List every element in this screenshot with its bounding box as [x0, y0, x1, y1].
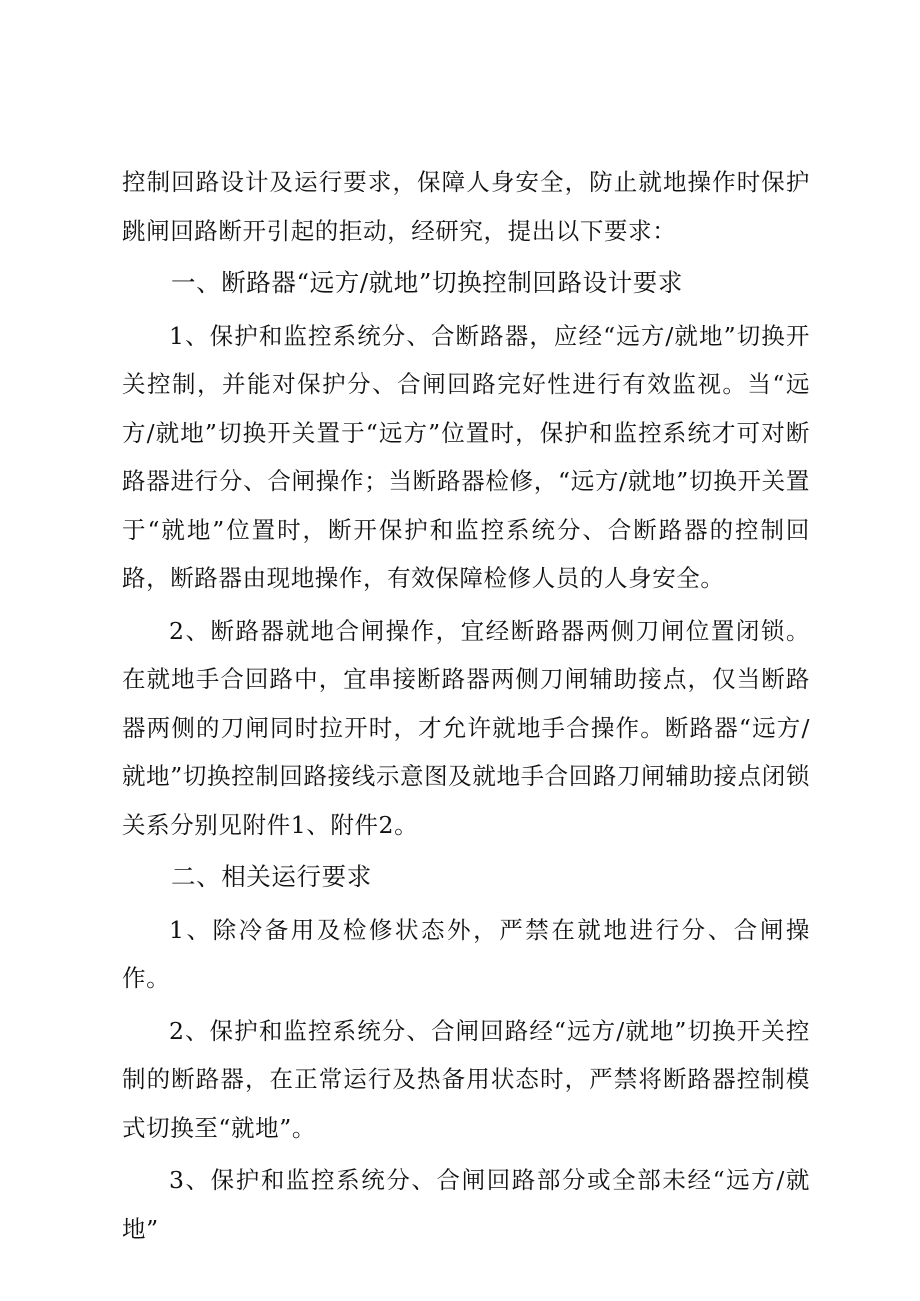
list-item: 1、保护和监控系统分、合断路器，应经“远方/就地”切换开关控制，并能对保护分、合闸回路完好性进行有效监视。当“远方/就地”切换开关置于“远方”位置时，保护和监控系统才可对断路器进行分、合闸操作；当断路器检修，“远方/就地”切换开关置于“就地”位置时，断开保护和监控系统分、合断路器的控制回路，断路器由现地操作，有效保障检修人员的人身安全。 — [122, 321, 810, 592]
list-item: 1、除冷备用及检修状态外，严禁在就地进行分、合闸操作。 — [122, 915, 810, 992]
list-item: 2、保护和监控系统分、合闸回路经“远方/就地”切换开关控制的断路器，在正常运行及热备用状态时，严禁将断路器控制模式切换至“就地”。 — [122, 1016, 810, 1142]
section-heading-1: 一、断路器“远方/就地”切换控制回路设计要求 — [171, 268, 684, 297]
document-body — [122, 158, 810, 1253]
section-heading-2: 二、相关运行要求 — [171, 862, 372, 891]
list-item: 2、断路器就地合闸操作，宜经断路器两侧刀闸位置闭锁。在就地手合回路中，宜串接断路器两侧刀闸辅助接点，仅当断路器两侧的刀闸同时拉开时，才允许就地手合操作。断路器“远方/就地”切换控制回路接线示意图及就地手合回路刀闸辅助接点闭锁关系分别见附件1、附件2。 — [122, 616, 810, 839]
paragraph-intro: 控制回路设计及运行要求，保障人身安全，防止就地操作时保护跳闸回路断开引起的拒动，经研究，提出以下要求： — [122, 168, 810, 245]
list-item: 3、保护和监控系统分、合闸回路部分或全部未经“远方/就地” — [122, 1166, 810, 1243]
